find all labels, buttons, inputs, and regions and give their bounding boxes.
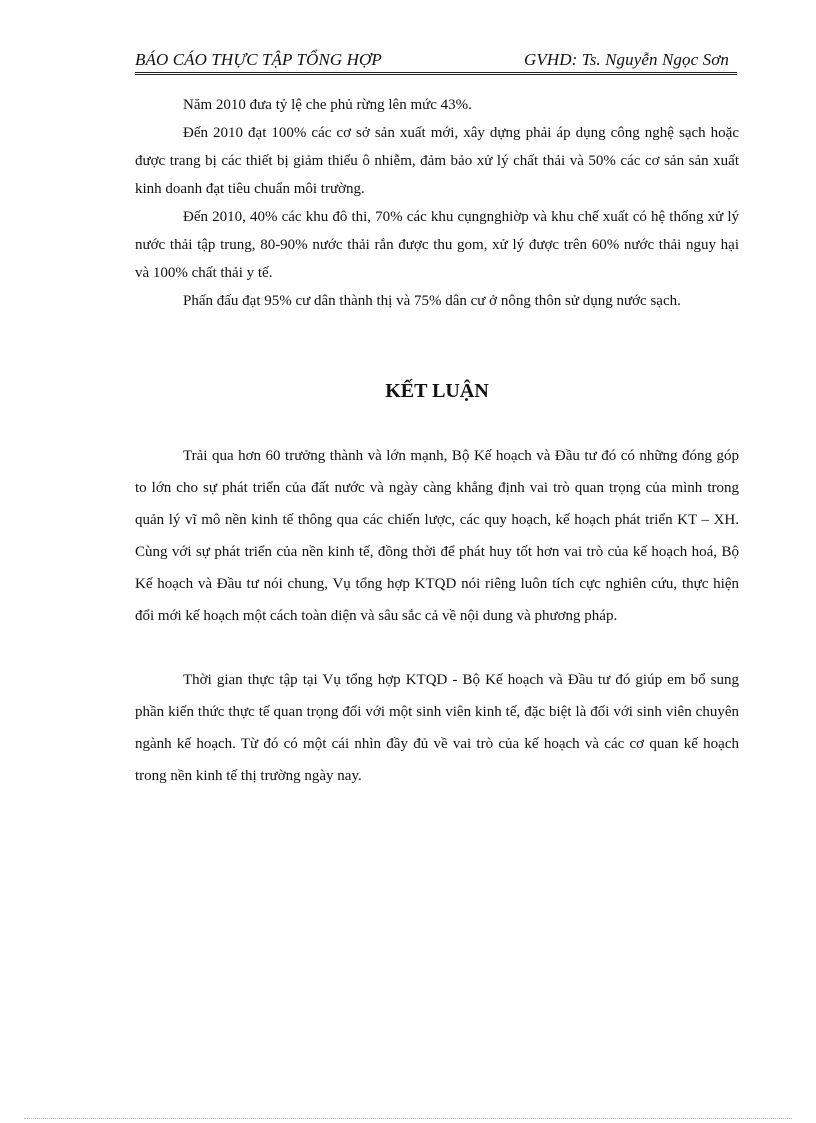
conclusion-paragraph-internship: Thời gian thực tập tại Vụ tổng hợp KTQD - Bộ Kế hoạch và Đầu tư đó giúp em bổ sung phần kiến thức thực tế quan trọng đối với một sinh viên kinh tế, đặc biệt là đối với sinh viên chuyên ngành kế hoạch. Từ đó có một cái nhìn đầy đủ về vai trò của kế hoạch và các cơ quan kế hoạch trong nền kinh tế thị trường ngày nay. (135, 672, 739, 784)
page-header (135, 48, 737, 75)
paragraph-forest-coverage: Năm 2010 đưa tỷ lệ che phủ rừng lên mức 43%. (183, 97, 472, 113)
conclusion-heading: KẾT LUẬN (385, 380, 489, 402)
report-title: BÁO CÁO THỰC TẬP TỔNG HỢP (135, 50, 382, 69)
page-bottom-border (24, 1118, 792, 1119)
supervisor-name: GVHD: Ts. Nguyễn Ngọc Sơn (523, 50, 729, 69)
paragraph-clean-water: Phấn đấu đạt 95% cư dân thành thị và 75% dân cư ở nông thôn sử dụng nước sạch. (183, 293, 681, 309)
conclusion-paragraph-ministry: Trải qua hơn 60 trưởng thành và lớn mạnh, Bộ Kế hoạch và Đầu tư đó có những đóng góp to lớn cho sự phát triển của đất nước và ngày càng khẳng định vai trò quan trọng của mình trong quản lý vĩ mô nền kinh tế thông qua các chiến lược, các quy hoạch, kế hoạch phát triển KT – XH. Cùng với sự phát triển của nền kinh tế, đồng thời để phát huy tốt hơn vai trò của kế hoạch hoá, Bộ Kế hoạch và Đầu tư nói chung, Vụ tổng hợp KTQD nói riêng luôn tích cực nghiên cứu, thực hiện đổi mới kế hoạch một cách toàn diện và sâu sắc cả về nội dung và phương pháp. (135, 448, 739, 624)
paragraph-clean-production: Đến 2010 đạt 100% các cơ sở sản xuất mới, xây dựng phải áp dụng công nghệ sạch hoặc được trang bị các thiết bị giảm thiểu ô nhiễm, đảm bảo xử lý chất thải và 50% các cơ sản sản xuất kinh doanh đạt tiêu chuẩn môi trường. (135, 125, 739, 197)
paragraph-wastewater: Đến 2010, 40% các khu đô thi, 70% các khu cụngnghiờp và khu chế xuất có hệ thống xử lý nước thải tập trung, 80-90% nước thải rắn được thu gom, xử lý được trên 60% nước thải nguy hại và 100% chất thải y tế. (135, 209, 739, 281)
